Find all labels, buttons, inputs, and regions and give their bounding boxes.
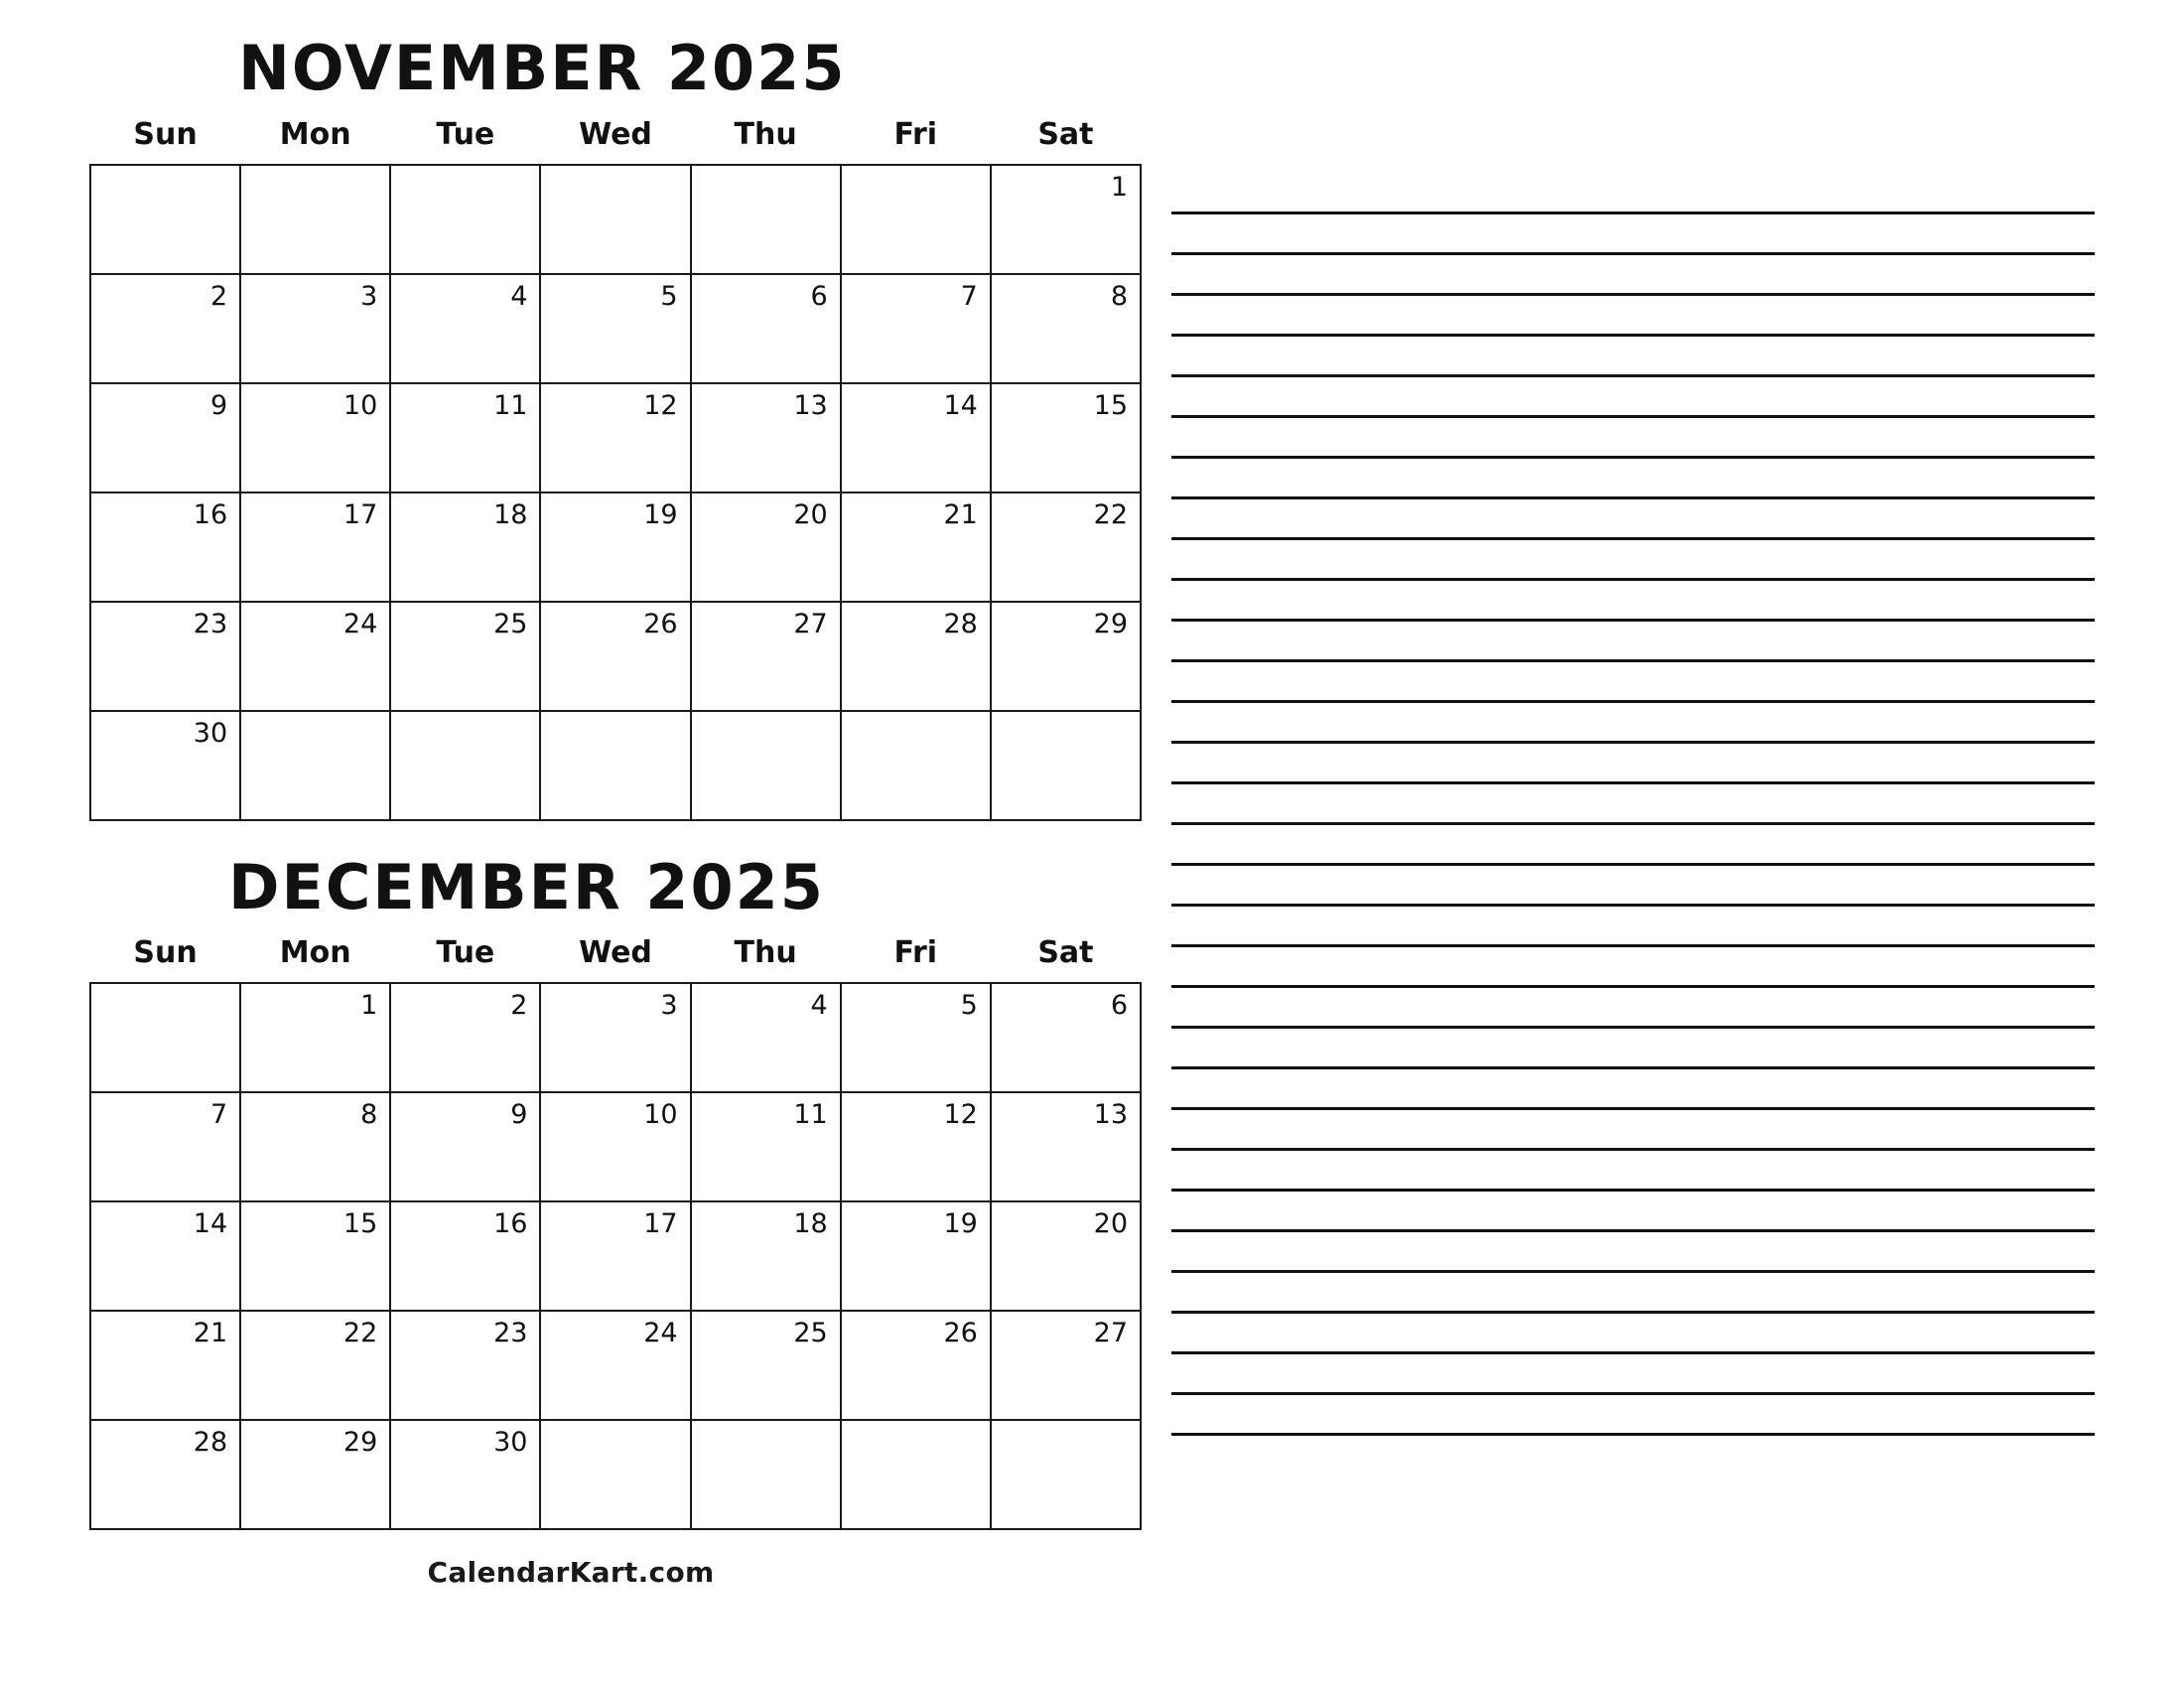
day-cell[interactable] bbox=[841, 165, 991, 274]
day-cell[interactable]: 10 bbox=[240, 383, 390, 492]
weekday-header-tue: Tue bbox=[436, 935, 495, 970]
day-cell[interactable] bbox=[540, 165, 690, 274]
note-line[interactable] bbox=[1171, 1029, 2095, 1069]
day-cell[interactable] bbox=[540, 1420, 690, 1529]
calendar-week-row bbox=[90, 165, 1141, 274]
weekday-header-mon: Mon bbox=[279, 935, 351, 970]
day-cell[interactable]: 17 bbox=[540, 1201, 690, 1311]
day-cell[interactable]: 28 bbox=[841, 602, 991, 711]
day-cell[interactable]: 29 bbox=[240, 1420, 390, 1529]
weekday-header-sun: Sun bbox=[133, 116, 198, 152]
day-cell[interactable]: 2 bbox=[90, 274, 240, 383]
day-cell[interactable] bbox=[90, 983, 240, 1092]
note-line[interactable] bbox=[1171, 174, 2095, 214]
day-cell[interactable]: 13 bbox=[691, 383, 841, 492]
day-cell[interactable]: 5 bbox=[841, 983, 991, 1092]
note-line[interactable] bbox=[1171, 1192, 2095, 1232]
footer-branding: CalendarKart.com bbox=[427, 1556, 715, 1589]
note-line[interactable] bbox=[1171, 744, 2095, 784]
note-line[interactable] bbox=[1171, 1110, 2095, 1151]
day-cell[interactable] bbox=[691, 1420, 841, 1529]
day-cell[interactable] bbox=[841, 711, 991, 820]
day-cell[interactable]: 11 bbox=[691, 1092, 841, 1201]
note-line[interactable] bbox=[1171, 1395, 2095, 1436]
day-cell[interactable]: 10 bbox=[540, 1092, 690, 1201]
day-cell[interactable]: 25 bbox=[390, 602, 540, 711]
day-cell[interactable]: 20 bbox=[691, 492, 841, 602]
day-cell[interactable]: 16 bbox=[90, 492, 240, 602]
day-cell[interactable]: 6 bbox=[991, 983, 1141, 1092]
note-line[interactable] bbox=[1171, 947, 2095, 988]
day-cell[interactable]: 1 bbox=[991, 165, 1141, 274]
day-cell[interactable] bbox=[90, 165, 240, 274]
note-line[interactable] bbox=[1171, 1354, 2095, 1395]
day-cell[interactable]: 19 bbox=[540, 492, 690, 602]
weekday-header-sun: Sun bbox=[133, 935, 198, 970]
weekday-header-sat: Sat bbox=[1037, 116, 1094, 152]
calendar-grid-november bbox=[89, 113, 1142, 821]
weekday-header-wed: Wed bbox=[579, 935, 652, 970]
day-cell[interactable]: 8 bbox=[240, 1092, 390, 1201]
note-line[interactable] bbox=[1171, 866, 2095, 907]
day-cell[interactable] bbox=[390, 711, 540, 820]
day-cell[interactable]: 16 bbox=[390, 1201, 540, 1311]
day-cell[interactable]: 2 bbox=[390, 983, 540, 1092]
day-cell[interactable]: 23 bbox=[390, 1311, 540, 1420]
day-cell[interactable] bbox=[540, 711, 690, 820]
calendar-title-november: NOVEMBER 2025 bbox=[238, 32, 847, 104]
notes-lines[interactable] bbox=[1171, 174, 2095, 1436]
note-line[interactable] bbox=[1171, 907, 2095, 947]
day-cell[interactable]: 26 bbox=[841, 1311, 991, 1420]
day-cell[interactable]: 9 bbox=[90, 383, 240, 492]
calendar-week-row bbox=[90, 1092, 1141, 1201]
calendar-title-december: DECEMBER 2025 bbox=[228, 850, 825, 923]
weekday-header-thu: Thu bbox=[734, 935, 797, 970]
calendar-week-row bbox=[90, 1311, 1141, 1420]
note-line[interactable] bbox=[1171, 784, 2095, 825]
weekday-header-thu: Thu bbox=[734, 116, 797, 152]
calendar-week-row bbox=[90, 383, 1141, 492]
day-cell[interactable]: 27 bbox=[691, 602, 841, 711]
calendar-grid-december bbox=[89, 931, 1142, 1530]
day-cell[interactable]: 4 bbox=[390, 274, 540, 383]
weekday-header-tue: Tue bbox=[436, 116, 495, 152]
note-line[interactable] bbox=[1171, 296, 2095, 337]
weekday-header-wed: Wed bbox=[579, 116, 652, 152]
weekday-header-mon: Mon bbox=[279, 116, 351, 152]
day-cell[interactable]: 11 bbox=[390, 383, 540, 492]
day-cell[interactable]: 22 bbox=[240, 1311, 390, 1420]
note-line[interactable] bbox=[1171, 1069, 2095, 1110]
note-line[interactable] bbox=[1171, 499, 2095, 540]
note-line[interactable] bbox=[1171, 662, 2095, 703]
day-cell[interactable]: 19 bbox=[841, 1201, 991, 1311]
weekday-header-fri: Fri bbox=[893, 935, 938, 970]
day-cell[interactable]: 24 bbox=[240, 602, 390, 711]
day-cell[interactable]: 8 bbox=[991, 274, 1141, 383]
day-cell[interactable]: 27 bbox=[991, 1311, 1141, 1420]
day-cell[interactable]: 28 bbox=[90, 1420, 240, 1529]
calendar-week-row bbox=[90, 492, 1141, 602]
note-line[interactable] bbox=[1171, 581, 2095, 622]
weekday-header-sat: Sat bbox=[1037, 935, 1094, 970]
day-cell[interactable]: 12 bbox=[540, 383, 690, 492]
note-line[interactable] bbox=[1171, 459, 2095, 499]
day-cell[interactable] bbox=[691, 165, 841, 274]
day-cell[interactable]: 5 bbox=[540, 274, 690, 383]
day-cell[interactable]: 24 bbox=[540, 1311, 690, 1420]
calendar-week-row bbox=[90, 711, 1141, 820]
weekday-header-row bbox=[90, 931, 1141, 983]
calendar-week-row bbox=[90, 1420, 1141, 1529]
day-cell[interactable] bbox=[240, 711, 390, 820]
notes-column bbox=[1142, 0, 2184, 1688]
day-cell[interactable]: 3 bbox=[540, 983, 690, 1092]
note-line[interactable] bbox=[1171, 255, 2095, 296]
day-cell[interactable] bbox=[991, 711, 1141, 820]
day-cell[interactable]: 22 bbox=[991, 492, 1141, 602]
day-cell[interactable] bbox=[240, 165, 390, 274]
day-cell[interactable]: 18 bbox=[390, 492, 540, 602]
day-cell[interactable]: 17 bbox=[240, 492, 390, 602]
day-cell[interactable]: 7 bbox=[90, 1092, 240, 1201]
calendar-december bbox=[89, 849, 1142, 1531]
calendar-week-row bbox=[90, 983, 1141, 1092]
day-cell[interactable]: 21 bbox=[90, 1311, 240, 1420]
day-cell[interactable]: 1 bbox=[240, 983, 390, 1092]
calendar-week-row bbox=[90, 602, 1141, 711]
calendar-week-row bbox=[90, 1201, 1141, 1311]
day-cell[interactable]: 14 bbox=[841, 383, 991, 492]
day-cell[interactable]: 30 bbox=[390, 1420, 540, 1529]
day-cell[interactable]: 9 bbox=[390, 1092, 540, 1201]
day-cell[interactable]: 21 bbox=[841, 492, 991, 602]
day-cell[interactable]: 18 bbox=[691, 1201, 841, 1311]
note-line[interactable] bbox=[1171, 988, 2095, 1029]
day-cell[interactable]: 15 bbox=[991, 383, 1141, 492]
note-line[interactable] bbox=[1171, 1232, 2095, 1273]
note-line[interactable] bbox=[1171, 622, 2095, 662]
weekday-header-fri: Fri bbox=[893, 116, 938, 152]
note-line[interactable] bbox=[1171, 1151, 2095, 1192]
note-line[interactable] bbox=[1171, 214, 2095, 255]
note-line[interactable] bbox=[1171, 703, 2095, 744]
day-cell[interactable]: 3 bbox=[240, 274, 390, 383]
day-cell[interactable]: 30 bbox=[90, 711, 240, 820]
day-cell[interactable]: 25 bbox=[691, 1311, 841, 1420]
note-line[interactable] bbox=[1171, 418, 2095, 459]
day-cell[interactable]: 7 bbox=[841, 274, 991, 383]
note-line[interactable] bbox=[1171, 377, 2095, 418]
day-cell[interactable]: 15 bbox=[240, 1201, 390, 1311]
day-cell[interactable]: 12 bbox=[841, 1092, 991, 1201]
day-cell[interactable]: 4 bbox=[691, 983, 841, 1092]
note-line[interactable] bbox=[1171, 1273, 2095, 1314]
day-cell[interactable]: 29 bbox=[991, 602, 1141, 711]
day-cell[interactable]: 6 bbox=[691, 274, 841, 383]
day-cell[interactable]: 14 bbox=[90, 1201, 240, 1311]
day-cell[interactable]: 23 bbox=[90, 602, 240, 711]
day-cell[interactable]: 20 bbox=[991, 1201, 1141, 1311]
calendar-november bbox=[89, 30, 1142, 821]
day-cell[interactable]: 26 bbox=[540, 602, 690, 711]
day-cell[interactable] bbox=[390, 165, 540, 274]
day-cell[interactable] bbox=[991, 1420, 1141, 1529]
day-cell[interactable]: 13 bbox=[991, 1092, 1141, 1201]
note-line[interactable] bbox=[1171, 540, 2095, 581]
weekday-header-row bbox=[90, 113, 1141, 165]
note-line[interactable] bbox=[1171, 337, 2095, 377]
day-cell[interactable] bbox=[841, 1420, 991, 1529]
calendar-week-row bbox=[90, 274, 1141, 383]
note-line[interactable] bbox=[1171, 1314, 2095, 1354]
day-cell[interactable] bbox=[691, 711, 841, 820]
note-line[interactable] bbox=[1171, 825, 2095, 866]
